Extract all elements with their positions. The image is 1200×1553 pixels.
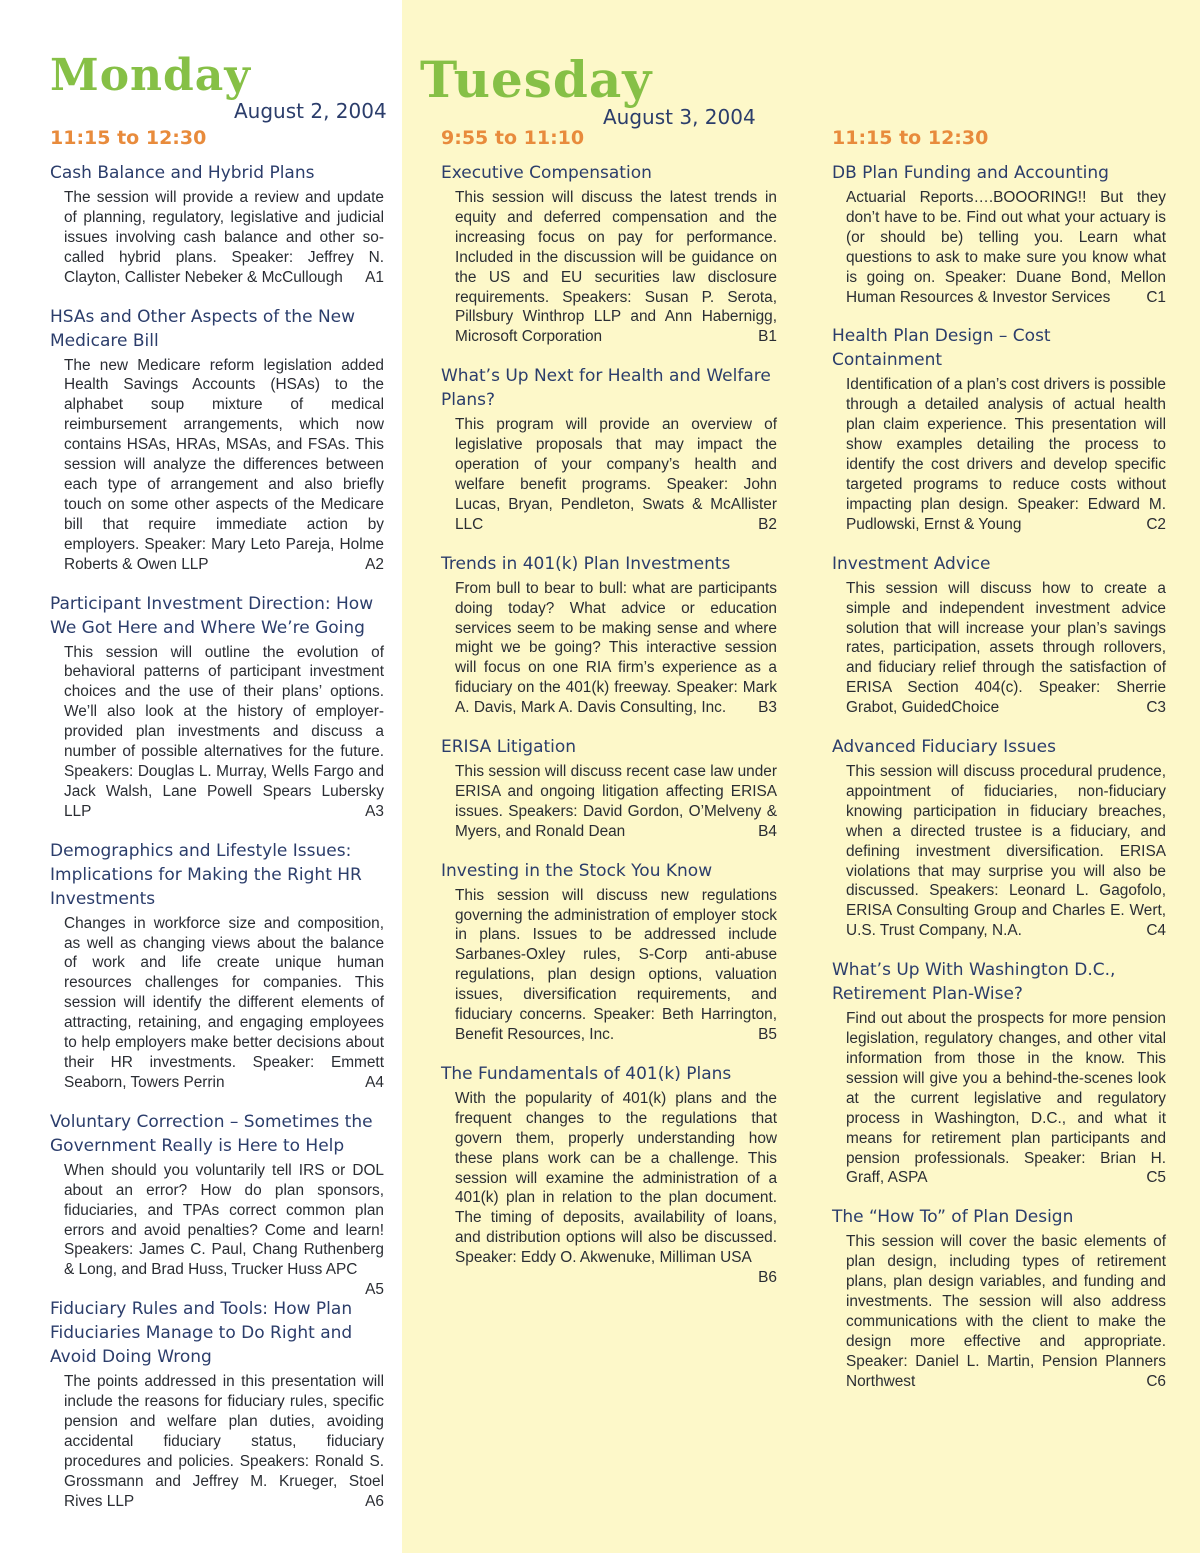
session-text: Actuarial Reports….BOOORING!! But they don’t have to be. Find out what your actuary is (or should be) telling you. Learn what questions to ask to make sure you know what is going on. Speaker: Duane Bond, Mellon Human Resources & Investor Services: [846, 189, 1166, 306]
session-description: [846, 375, 1166, 534]
session-description: [64, 356, 384, 575]
session-c1: [832, 161, 1166, 307]
session-text: This session will discuss procedural prudence, appointment of fiduciaries, non-fiduciary knowing participation in fiduciary breaches, when a directed trustee is a fiduciary, and defining investment diversification. ERISA violations that may surprise you will also be discussed. Speakers: Leonard L. Gagofolo, ERISA Consulting Group and Charles E. Wert, U.S. Trust Company, N.A.: [846, 763, 1166, 940]
session-code: C2: [1146, 515, 1166, 533]
session-description: [846, 1009, 1166, 1188]
session-title: What’s Up Next for Health and Welfare Plans?: [441, 366, 771, 411]
session-title: Cash Balance and Hybrid Plans: [50, 163, 315, 183]
session-a2: [50, 305, 384, 575]
session-title: Trends in 401(k) Plan Investments: [441, 553, 731, 574]
session-text: From bull to bear to bull: what are participants doing today? What advice or education services seem to be making sense and where might we be going? This interactive session will focus on one RIA firm’s experience as a fiduciary on the 401(k) freeway. Speaker: Mark A. Davis, Mark A. Davis Consulting, Inc.: [455, 579, 777, 717]
session-text: The new Medicare reform legislation added Health Savings Accounts (HSAs) to the alphabet soup mixture of medical reimbursement arrangements, which now contains HSAs, HRAs, MSAs, and FSAs. This session will analyze the differences between each type of arrangement and also briefly touch on some other aspects of the Medicare bill that require immediate action by employers. Speaker: Mary Leto Pareja, Holme Roberts & Owen LLP: [64, 356, 384, 573]
monday-date: August 2, 2004: [234, 99, 387, 123]
monday-heading: Monday: [50, 50, 251, 101]
session-description: [455, 415, 777, 534]
session-c4: [832, 735, 1166, 941]
session-code: C4: [1146, 922, 1166, 940]
session-code: A1: [365, 268, 384, 286]
session-b3: [441, 552, 777, 718]
timeslot-label: 11:15 to 12:30: [832, 127, 989, 149]
session-description: [846, 762, 1166, 941]
session-a1: [50, 161, 384, 288]
session-b5: [441, 859, 777, 1045]
session-text: The points addressed in this presentation will include the reasons for fiduciary rules, specific pension and welfare plan duties, avoiding accidental fiduciary status, fiduciary procedures and policies. Speakers: Ronald S. Grossmann and Jeffrey M. Krueger, Stoel Rives LLP: [64, 1373, 384, 1510]
session-a4: [50, 839, 384, 1093]
session-code: C1: [1146, 288, 1166, 306]
session-text: This session will discuss the latest trends in equity and deferred compensation and the increasing focus on pay for performance. Included in the discussion will be guidance on the US and EU securities law disclosure requirements. Speakers: Susan P. Serota, Pillsbury Winthrop LLP and Ann Habernigg, Microsoft Corporation: [455, 189, 777, 346]
session-title: HSAs and Other Aspects of the New Medicare Bill: [50, 306, 356, 351]
session-title: Investment Advice: [832, 553, 991, 574]
session-code: A3: [365, 802, 384, 820]
timeslot-label: 9:55 to 11:10: [441, 127, 585, 149]
session-code: C5: [1146, 1169, 1166, 1187]
session-a6: [50, 1297, 384, 1511]
session-title: ERISA Litigation: [441, 737, 577, 758]
session-c3: [832, 552, 1166, 718]
session-description: [455, 188, 777, 347]
session-code: B5: [758, 1026, 777, 1043]
session-description: [64, 914, 384, 1093]
session-text: Identification of a plan’s cost drivers is possible through a detailed analysis of actual health plan claim experience. This presentation will show examples detailing the process to identify the cost drivers and develop specific targeted programs to reduce costs without impacting plan design. Speaker: Edward M. Pudlowski, Ernst & Young: [846, 376, 1166, 533]
session-text: This session will discuss new regulations governing the administration of employer stock in plans. Issues to be addressed include Sarbanes-Oxley rules, S-Corp anti-abuse regulations, plan design options, valuation issues, diversification requirements, and fiduciary concerns. Speaker: Beth Harrington, Benefit Resources, Inc.: [455, 886, 777, 1043]
tuesday-midday-column: [832, 126, 1166, 1409]
session-b1: [441, 161, 777, 347]
session-code: C3: [1146, 699, 1166, 717]
session-code: A5: [365, 1281, 384, 1299]
session-text: The session will provide a review and update of planning, regulatory, legislative and judicial issues involving cash balance and other so-called hybrid plans. Speaker: Jeffrey N. Clayton, Callister Nebeker & McCullough: [64, 189, 384, 286]
session-b6: [441, 1062, 777, 1287]
session-description: [455, 1089, 777, 1287]
session-description: [846, 188, 1166, 307]
session-description: [64, 643, 384, 822]
session-description: [455, 886, 777, 1045]
session-code: B1: [758, 328, 777, 346]
tuesday-date: August 3, 2004: [603, 105, 756, 129]
session-description: [455, 762, 777, 842]
session-text: Changes in workforce size and composition, as well as changing views about the balance of work and life create unique human resources challenges for companies. This session will identify the different elements of attracting, retaining, and engaging employees to help employers make better decisions about their HR investments. Speaker: Emmett Seaborn, Towers Perrin: [64, 914, 384, 1091]
session-description: [64, 1372, 384, 1511]
session-title: The “How To” of Plan Design: [832, 1207, 1074, 1228]
session-a3: [50, 592, 384, 822]
session-text: This session will discuss recent case law under ERISA and ongoing litigation affecting ERISA issues. Speakers: David Gordon, O’Melveny & Myers, and Ronald Dean: [455, 763, 777, 840]
tuesday-heading: Tuesday: [420, 50, 653, 109]
session-title: Voluntary Correction – Sometimes the Government Really is Here to Help: [50, 1111, 373, 1156]
session-title: Executive Compensation: [441, 163, 652, 183]
session-text: With the popularity of 401(k) plans and the frequent changes to the regulations that govern them, properly understanding how these plans work can be a challenge. This session will examine the administration of a 401(k) plan in relation to the plan document. The timing of deposits, availability of loans, and distribution options will also be discussed. Speaker: Eddy O. Akwenuke, Milliman USA: [455, 1089, 777, 1267]
session-description: [846, 1232, 1166, 1391]
monday-column: [50, 126, 384, 1529]
session-code: B3: [758, 699, 777, 717]
session-title: Investing in the Stock You Know: [441, 860, 713, 881]
timeslot-label: 11:15 to 12:30: [50, 127, 207, 149]
session-title: What’s Up With Washington D.C., Retirement Plan-Wise?: [832, 960, 1116, 1005]
session-title: Participant Investment Direction: How We Got Here and Where We’re Going: [50, 593, 374, 638]
session-c5: [832, 958, 1166, 1188]
session-title: DB Plan Funding and Accounting: [832, 163, 1109, 183]
session-code: B2: [758, 515, 777, 533]
session-text: This session will discuss how to create a simple and independent investment advice solution that will increase your plan’s savings rates, participation, assets through rollovers, and fiduciary relief through the satisfaction of ERISA Section 404(c). Speaker: Sherrie Grabot, GuidedChoice: [846, 579, 1166, 717]
session-title: Fiduciary Rules and Tools: How Plan Fiduciaries Manage to Do Right and Avoid Doing Wrong: [50, 1299, 353, 1368]
session-b4: [441, 735, 777, 842]
session-title: Demographics and Lifestyle Issues: Implications for Making the Right HR Investments: [50, 840, 362, 909]
session-code: B4: [758, 822, 777, 840]
session-a5: [50, 1110, 384, 1299]
session-description: [64, 188, 384, 288]
session-c2: [832, 324, 1166, 534]
session-title: The Fundamentals of 401(k) Plans: [441, 1063, 732, 1084]
session-text: This session will cover the basic elements of plan design, including types of retirement plans, plan design variables, and funding and investments. The session will also address communications with the client to make the design more effective and appropriate. Speaker: Daniel L. Martin, Pension Planners Northwest: [846, 1233, 1166, 1390]
session-c6: [832, 1205, 1166, 1391]
session-code: C6: [1146, 1372, 1166, 1390]
session-title: Health Plan Design – Cost Containment: [832, 326, 1051, 371]
session-text: Find out about the prospects for more pension legislation, regulatory changes, and other vital information from those in the know. This session will give you a behind-the-scenes look at the current legislative and regulatory process in Washington, D.C., and what it means for retirement plan participants and pension professionals. Speaker: Brian H. Graff, ASPA: [846, 1010, 1166, 1187]
tuesday-morning-column: [441, 126, 777, 1288]
session-description: [846, 579, 1166, 718]
session-description: [64, 1161, 384, 1299]
session-code: B6: [758, 1269, 777, 1287]
session-title: Advanced Fiduciary Issues: [832, 737, 1056, 758]
session-code: A4: [365, 1073, 384, 1091]
session-text: When should you voluntarily tell IRS or DOL about an error? How do plan sponsors, fiduciaries, and TPAs correct common plan errors and avoid penalties? Come and learn! Speakers: James C. Paul, Chang Ruthenberg & Long, and Brad Huss, Trucker Huss APC: [64, 1161, 384, 1279]
session-b2: [441, 364, 777, 534]
session-code: A2: [365, 555, 384, 573]
session-text: This session will outline the evolution of behavioral patterns of participant investment choices and the use of their plans’ options. We’ll also look at the history of employer-provided plan investments and discuss a number of possible alternatives for the future. Speakers: Douglas L. Murray, Wells Fargo and Jack Walsh, Lane Powell Spears Lubersky LLP: [64, 643, 384, 820]
session-text: This program will provide an overview of legislative proposals that may impact the operation of your company’s health and welfare benefit programs. Speaker: John Lucas, Bryan, Pendleton, Swats & McAllister LLC: [455, 416, 777, 533]
session-description: [455, 579, 777, 718]
session-code: A6: [365, 1492, 384, 1510]
